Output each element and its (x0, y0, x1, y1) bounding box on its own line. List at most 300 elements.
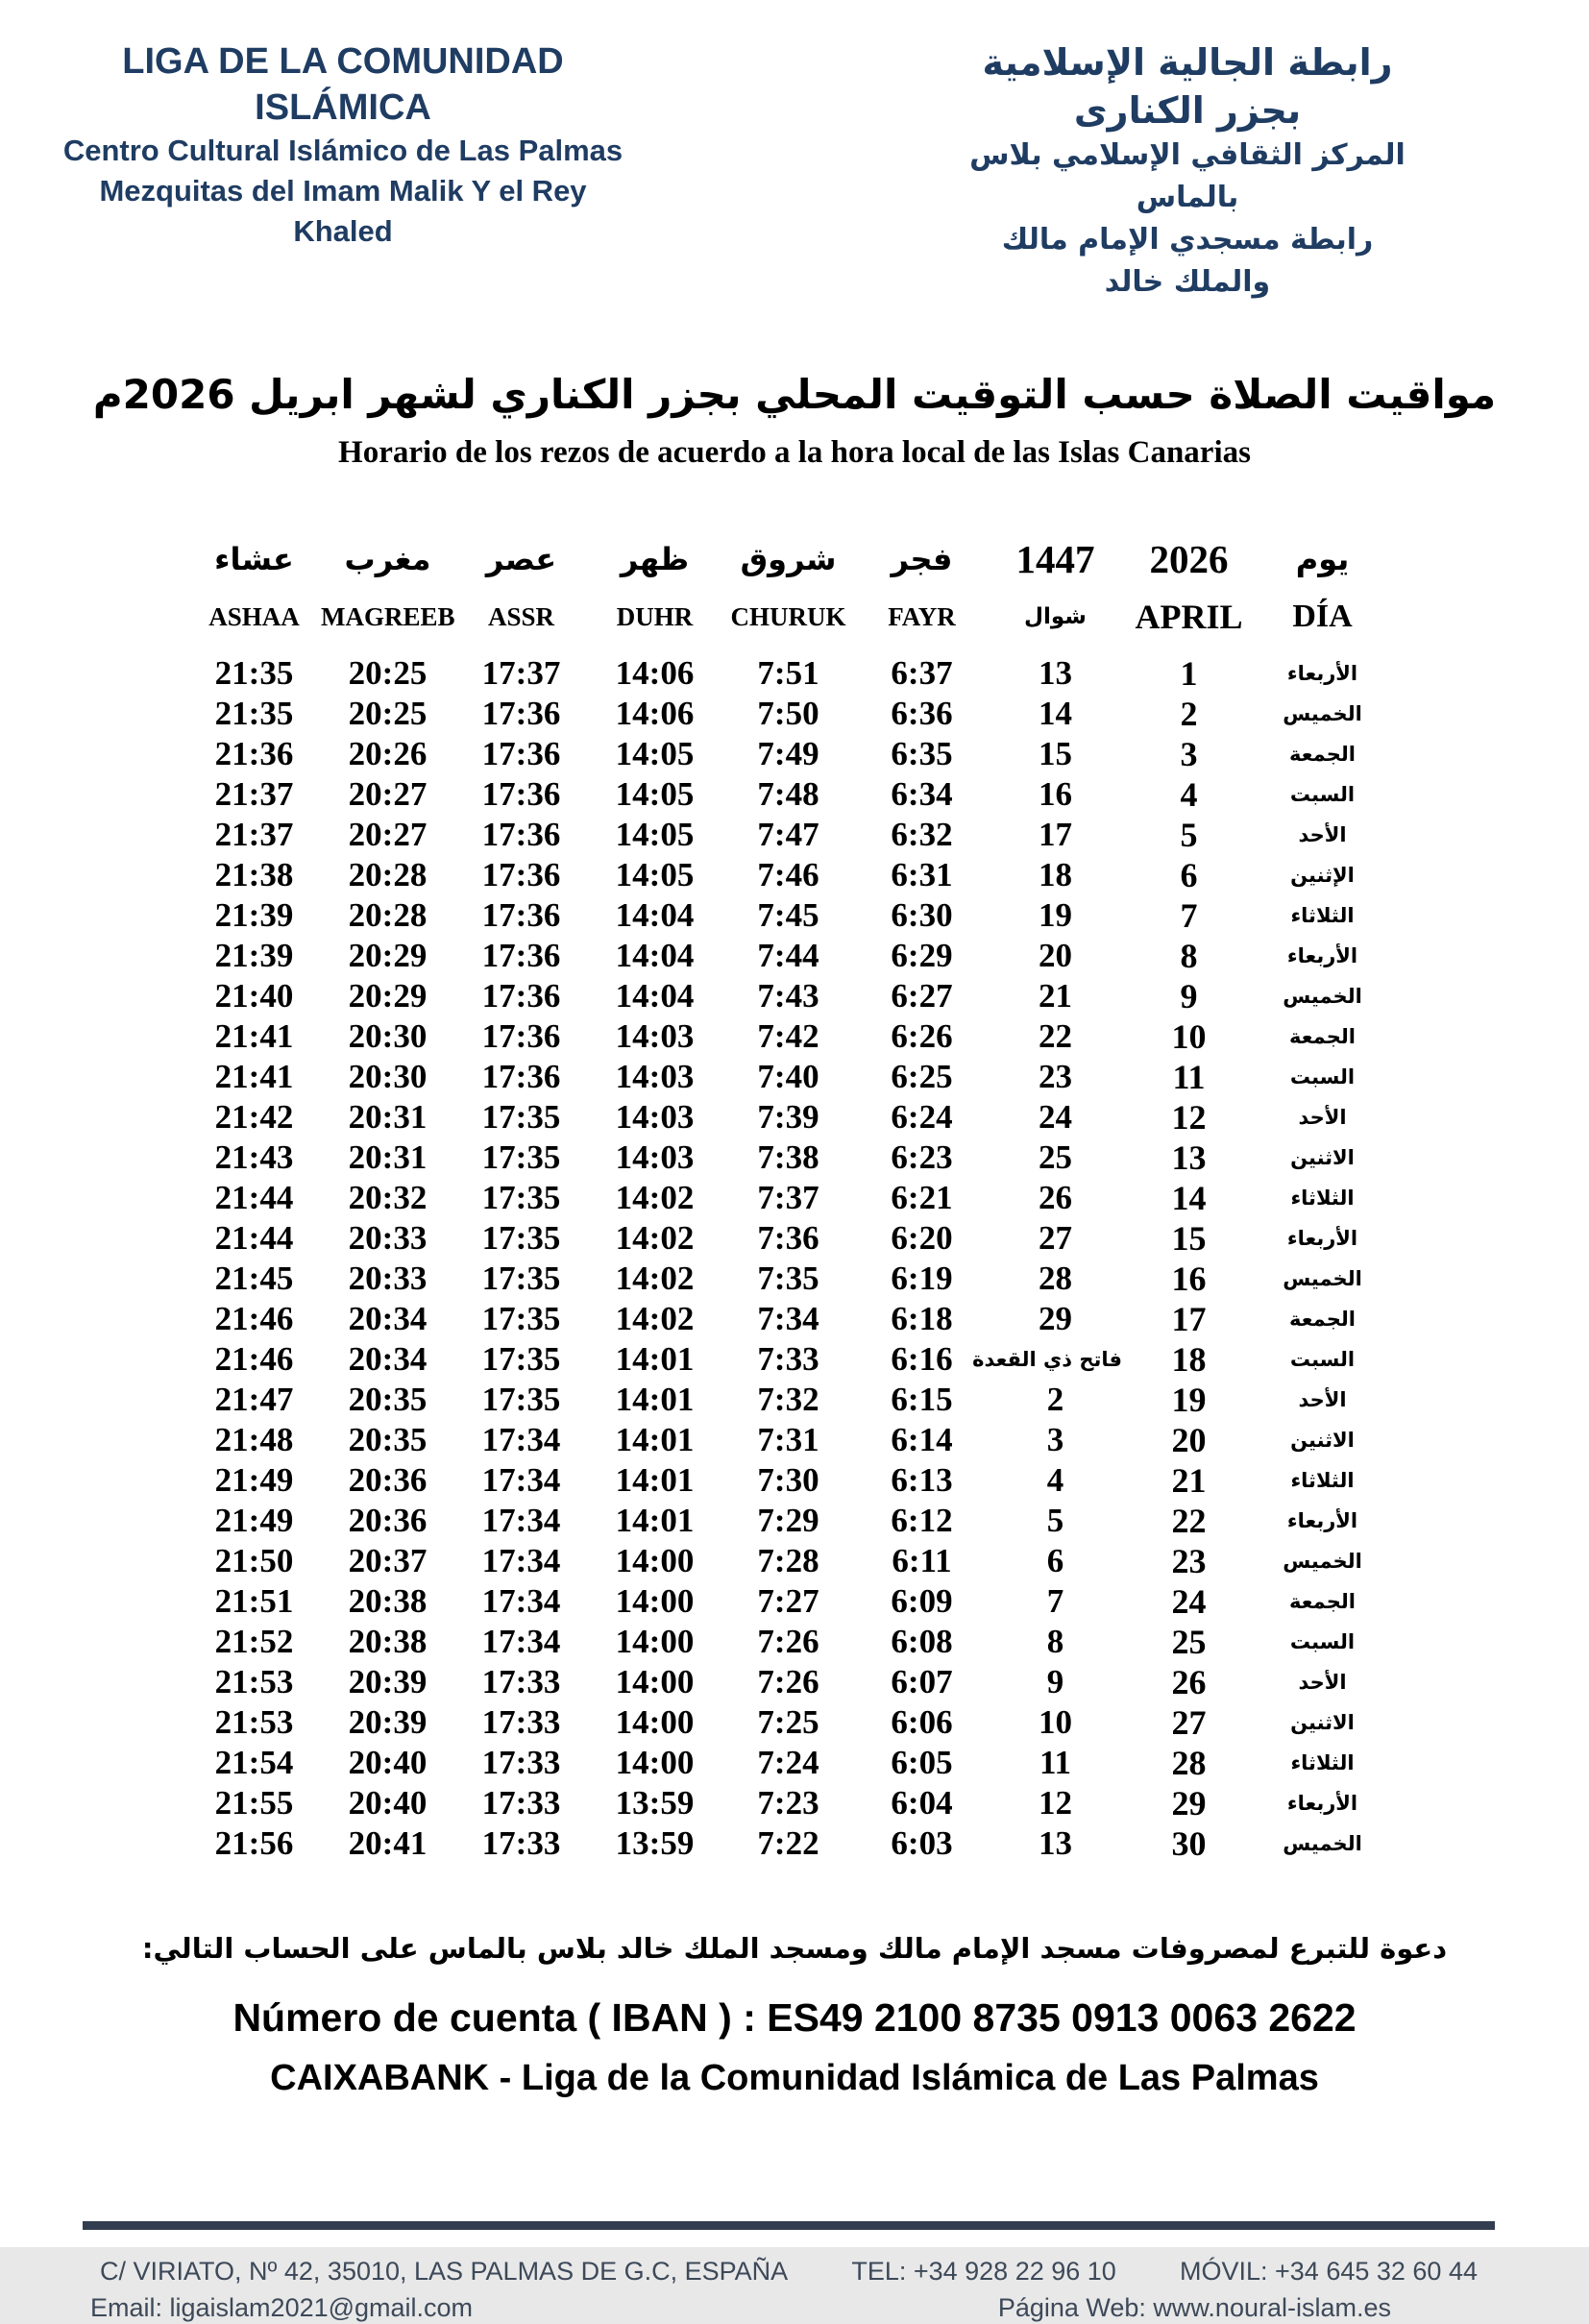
time-fayr-cell: 6:20 (891, 1219, 953, 1257)
weekday-cell: الأربعاء (1286, 1792, 1358, 1815)
weekday-cell: الاثنين (1290, 1146, 1355, 1169)
weekday-cell: الأحد (1298, 1388, 1347, 1411)
time-churuk-cell: 7:44 (757, 937, 819, 974)
weekday-cell: السبت (1289, 1348, 1356, 1371)
time-assr-cell: 17:34 (481, 1582, 561, 1620)
time-churuk-cell: 7:42 (757, 1017, 819, 1055)
time-duhr-cell: 14:01 (615, 1502, 695, 1539)
gregorian-day-cell: 20 (1171, 1421, 1207, 1459)
gregorian-day-cell: 17 (1171, 1300, 1207, 1338)
hijri-day-cell: فاتح ذي القعدة (972, 1348, 1122, 1371)
time-assr-cell: 17:35 (481, 1138, 561, 1176)
time-churuk-cell: 7:26 (757, 1623, 819, 1660)
table-row (187, 1097, 1389, 1138)
table-row (187, 1460, 1389, 1501)
hijri-day-cell: 26 (1039, 1179, 1072, 1216)
gregorian-day-cell: 3 (1180, 735, 1198, 773)
time-magreeb-cell: 20:38 (348, 1582, 428, 1620)
hijri-day-cell: 5 (1046, 1502, 1064, 1539)
time-churuk-cell: 7:34 (757, 1300, 819, 1337)
time-magreeb-cell: 20:34 (348, 1340, 428, 1378)
page-title-spanish: Horario de los rezos de acuerdo a la hora local de las Islas Canarias (338, 435, 1251, 470)
weekday-cell: الجمعة (1289, 1308, 1356, 1331)
time-churuk-cell: 7:48 (757, 775, 819, 813)
time-duhr-cell: 14:03 (615, 1098, 695, 1136)
time-assr-cell: 17:35 (481, 1300, 561, 1337)
time-churuk-cell: 7:23 (757, 1784, 819, 1822)
table-row (187, 976, 1389, 1016)
time-magreeb-cell: 20:34 (348, 1300, 428, 1337)
footer-email: Email: ligaislam2021@gmail.com (90, 2293, 474, 2322)
gregorian-day-cell: 16 (1171, 1260, 1207, 1298)
time-fayr-cell: 6:06 (891, 1703, 953, 1741)
col-fayr-arabic: فجر (891, 541, 953, 577)
weekday-cell: الأحد (1298, 823, 1347, 846)
time-fayr-cell: 6:08 (891, 1623, 953, 1660)
time-fayr-cell: 6:37 (891, 654, 953, 692)
time-fayr-cell: 6:16 (891, 1340, 953, 1378)
gregorian-day-cell: 19 (1171, 1381, 1207, 1419)
time-duhr-cell: 14:00 (615, 1542, 695, 1579)
gregorian-day-cell: 8 (1180, 937, 1198, 975)
time-churuk-cell: 7:47 (757, 816, 819, 853)
col-ashaa-latin: ASHAA (208, 602, 300, 631)
time-assr-cell: 17:34 (481, 1421, 561, 1458)
time-assr-cell: 17:35 (481, 1340, 561, 1378)
table-row (187, 1541, 1389, 1581)
table-row (187, 1622, 1389, 1662)
hijri-day-cell: 16 (1039, 775, 1072, 813)
time-magreeb-cell: 20:32 (348, 1179, 428, 1216)
time-assr-cell: 17:34 (481, 1623, 561, 1660)
time-churuk-cell: 7:31 (757, 1421, 819, 1458)
table-row (187, 936, 1389, 976)
time-churuk-cell: 7:50 (757, 695, 819, 732)
time-ashaa-cell: 21:49 (214, 1461, 294, 1499)
time-assr-cell: 17:36 (481, 856, 561, 893)
time-magreeb-cell: 20:25 (348, 695, 428, 732)
table-row (187, 774, 1389, 815)
time-magreeb-cell: 20:35 (348, 1381, 428, 1418)
time-assr-cell: 17:34 (481, 1461, 561, 1499)
org-name-arabic: رابطة الجالية الإسلامية بجزر الكنارى (982, 41, 1393, 132)
col-magreeb-latin: MAGREEB (321, 602, 455, 631)
col-duhr-arabic: ظهر (620, 541, 690, 577)
table-row (187, 855, 1389, 895)
table-row (187, 1823, 1389, 1864)
time-ashaa-cell: 21:35 (214, 695, 294, 732)
time-churuk-cell: 7:22 (757, 1824, 819, 1862)
time-magreeb-cell: 20:39 (348, 1703, 428, 1741)
time-churuk-cell: 7:28 (757, 1542, 819, 1579)
time-assr-cell: 17:35 (481, 1219, 561, 1257)
hijri-year-label: 1447 (1015, 537, 1095, 581)
time-magreeb-cell: 20:28 (348, 856, 428, 893)
table-row (187, 1420, 1389, 1460)
time-duhr-cell: 14:00 (615, 1703, 695, 1741)
hijri-day-cell: 20 (1039, 937, 1072, 974)
time-fayr-cell: 6:26 (891, 1017, 953, 1055)
gregorian-day-cell: 10 (1171, 1017, 1207, 1056)
time-ashaa-cell: 21:41 (214, 1017, 294, 1055)
hijri-day-cell: 19 (1039, 896, 1072, 934)
time-duhr-cell: 14:06 (615, 695, 695, 732)
time-magreeb-cell: 20:29 (348, 977, 428, 1015)
time-duhr-cell: 14:00 (615, 1623, 695, 1660)
hijri-day-cell: 14 (1039, 695, 1072, 732)
time-churuk-cell: 7:37 (757, 1179, 819, 1216)
time-duhr-cell: 14:06 (615, 654, 695, 692)
gregorian-year-label: 2026 (1149, 537, 1229, 581)
time-ashaa-cell: 21:44 (214, 1179, 294, 1216)
gregorian-day-cell: 27 (1171, 1703, 1207, 1742)
time-ashaa-cell: 21:48 (214, 1421, 294, 1458)
table-row (187, 1783, 1389, 1823)
time-duhr-cell: 14:04 (615, 896, 695, 934)
table-row (187, 694, 1389, 734)
time-assr-cell: 17:36 (481, 695, 561, 732)
time-magreeb-cell: 20:37 (348, 1542, 428, 1579)
gregorian-day-cell: 22 (1171, 1502, 1207, 1540)
time-assr-cell: 17:35 (481, 1098, 561, 1136)
gregorian-day-cell: 6 (1180, 856, 1198, 894)
donation-note-arabic: دعوة للتبرع لمصروفات مسجد الإمام مالك ومسجد الملك خالد بلاس بالماس على الحساب التالي: (141, 1932, 1448, 1965)
time-ashaa-cell: 21:53 (214, 1703, 294, 1741)
gregorian-day-cell: 18 (1171, 1340, 1207, 1379)
time-duhr-cell: 14:02 (615, 1300, 695, 1337)
table-row (187, 1380, 1389, 1420)
time-ashaa-cell: 21:54 (214, 1744, 294, 1781)
col-churuk-arabic: شروق (740, 541, 837, 577)
time-fayr-cell: 6:18 (891, 1300, 953, 1337)
time-assr-cell: 17:36 (481, 977, 561, 1015)
time-magreeb-cell: 20:40 (348, 1784, 428, 1822)
org-mosques-arabic: رابطة مسجدي الإمام مالك والملك خالد (1001, 223, 1374, 299)
time-fayr-cell: 6:07 (891, 1663, 953, 1700)
col-day-latin: DÍA (1292, 599, 1353, 634)
time-churuk-cell: 7:43 (757, 977, 819, 1015)
table-row (187, 895, 1389, 936)
time-fayr-cell: 6:25 (891, 1058, 953, 1095)
time-magreeb-cell: 20:26 (348, 735, 428, 772)
time-fayr-cell: 6:05 (891, 1744, 953, 1781)
time-churuk-cell: 7:30 (757, 1461, 819, 1499)
time-assr-cell: 17:33 (481, 1744, 561, 1781)
gregorian-day-cell: 13 (1171, 1138, 1207, 1177)
time-churuk-cell: 7:35 (757, 1260, 819, 1297)
footer-movil: MÓVIL: +34 645 32 60 44 (1180, 2257, 1478, 2286)
hijri-day-cell: 2 (1046, 1381, 1064, 1418)
time-duhr-cell: 14:04 (615, 977, 695, 1015)
time-duhr-cell: 14:03 (615, 1058, 695, 1095)
gregorian-day-cell: 26 (1171, 1663, 1207, 1701)
gregorian-day-cell: 5 (1180, 816, 1198, 854)
hijri-day-cell: 7 (1046, 1582, 1064, 1620)
time-magreeb-cell: 20:41 (348, 1824, 428, 1862)
table-row (187, 1138, 1389, 1178)
page-title-arabic: مواقيت الصلاة حسب التوقيت المحلي بجزر الكناري لشهر ابريل 2026م (92, 371, 1497, 418)
time-churuk-cell: 7:24 (757, 1744, 819, 1781)
time-assr-cell: 17:36 (481, 735, 561, 772)
hijri-day-cell: 17 (1039, 816, 1072, 853)
col-assr-latin: ASSR (487, 602, 555, 631)
time-fayr-cell: 6:12 (891, 1502, 953, 1539)
time-ashaa-cell: 21:39 (214, 896, 294, 934)
gregorian-day-cell: 30 (1171, 1824, 1207, 1863)
table-row (187, 1218, 1389, 1259)
footer-divider-bar (83, 2221, 1495, 2230)
col-churuk-latin: CHURUK (730, 602, 846, 631)
gregorian-day-cell: 11 (1172, 1058, 1206, 1096)
footer-tel: TEL: +34 928 22 96 10 (851, 2257, 1116, 2286)
gregorian-month-label: APRIL (1135, 598, 1243, 636)
time-ashaa-cell: 21:53 (214, 1663, 294, 1700)
gregorian-day-cell: 7 (1180, 896, 1198, 935)
table-header-arabic-row (187, 528, 1389, 590)
time-fayr-cell: 6:14 (891, 1421, 953, 1458)
weekday-cell: السبت (1289, 1630, 1356, 1653)
time-duhr-cell: 14:02 (615, 1219, 695, 1257)
time-duhr-cell: 14:01 (615, 1381, 695, 1418)
gregorian-day-cell: 23 (1171, 1542, 1207, 1580)
time-assr-cell: 17:33 (481, 1824, 561, 1862)
footer-row-2 (90, 2291, 1391, 2324)
time-magreeb-cell: 20:31 (348, 1138, 428, 1176)
table-row (187, 1702, 1389, 1743)
time-ashaa-cell: 21:46 (214, 1340, 294, 1378)
table-row (187, 1299, 1389, 1339)
time-magreeb-cell: 20:28 (348, 896, 428, 934)
org-mosques-spanish: Mezquitas del Imam Malik Y el Rey Khaled (99, 174, 587, 248)
hijri-month-label: شوال (1024, 604, 1087, 629)
iban-account-line: Número de cuenta ( IBAN ) : ES49 2100 8735 0913 0063 2622 (232, 1995, 1357, 2040)
gregorian-day-cell: 1 (1180, 654, 1198, 693)
time-ashaa-cell: 21:52 (214, 1623, 294, 1660)
time-fayr-cell: 6:03 (891, 1824, 953, 1862)
org-name-spanish: LIGA DE LA COMUNIDAD ISLÁMICA (122, 41, 564, 128)
weekday-cell: الجمعة (1289, 1590, 1356, 1613)
hijri-day-cell: 4 (1046, 1461, 1064, 1499)
time-duhr-cell: 14:05 (615, 775, 695, 813)
hijri-day-cell: 10 (1039, 1703, 1072, 1741)
prayer-table-body (187, 653, 1389, 1864)
time-assr-cell: 17:36 (481, 816, 561, 853)
time-duhr-cell: 14:00 (615, 1663, 695, 1700)
time-fayr-cell: 6:04 (891, 1784, 953, 1822)
table-row (187, 734, 1389, 774)
weekday-cell: الأحد (1298, 1106, 1347, 1129)
time-assr-cell: 17:33 (481, 1663, 561, 1700)
time-fayr-cell: 6:13 (891, 1461, 953, 1499)
time-churuk-cell: 7:27 (757, 1582, 819, 1620)
hijri-day-cell: 18 (1039, 856, 1072, 893)
time-fayr-cell: 6:27 (891, 977, 953, 1015)
time-churuk-cell: 7:46 (757, 856, 819, 893)
time-churuk-cell: 7:40 (757, 1058, 819, 1095)
time-magreeb-cell: 20:40 (348, 1744, 428, 1781)
hijri-day-cell: 6 (1046, 1542, 1064, 1579)
col-magreeb-arabic: مغرب (344, 541, 431, 577)
gregorian-day-cell: 2 (1180, 695, 1198, 733)
table-row (187, 1339, 1389, 1380)
time-ashaa-cell: 21:38 (214, 856, 294, 893)
weekday-cell: الثلاثاء (1290, 1469, 1355, 1492)
time-ashaa-cell: 21:35 (214, 654, 294, 692)
time-duhr-cell: 14:03 (615, 1138, 695, 1176)
time-churuk-cell: 7:36 (757, 1219, 819, 1257)
time-ashaa-cell: 21:47 (214, 1381, 294, 1418)
time-magreeb-cell: 20:27 (348, 816, 428, 853)
time-magreeb-cell: 20:25 (348, 654, 428, 692)
org-name-spanish-block (60, 38, 626, 304)
time-fayr-cell: 6:19 (891, 1260, 953, 1297)
weekday-cell: الخميس (1283, 702, 1362, 725)
time-duhr-cell: 14:00 (615, 1582, 695, 1620)
time-duhr-cell: 14:02 (615, 1179, 695, 1216)
time-ashaa-cell: 21:42 (214, 1098, 294, 1136)
footer-address: C/ VIRIATO, Nº 42, 35010, LAS PALMAS DE G.C, ESPAÑA (100, 2257, 789, 2286)
table-row (187, 1743, 1389, 1783)
gregorian-day-cell: 28 (1171, 1744, 1207, 1782)
time-magreeb-cell: 20:35 (348, 1421, 428, 1458)
table-row (187, 815, 1389, 855)
weekday-cell: الخميس (1283, 1267, 1362, 1290)
time-assr-cell: 17:36 (481, 896, 561, 934)
gregorian-day-cell: 14 (1171, 1179, 1207, 1217)
time-assr-cell: 17:35 (481, 1260, 561, 1297)
gregorian-day-cell: 12 (1171, 1098, 1207, 1137)
time-fayr-cell: 6:11 (892, 1542, 952, 1579)
time-ashaa-cell: 21:41 (214, 1058, 294, 1095)
time-duhr-cell: 14:01 (615, 1340, 695, 1378)
hijri-day-cell: 24 (1039, 1098, 1072, 1136)
time-churuk-cell: 7:38 (757, 1138, 819, 1176)
col-fayr-latin: FAYR (888, 602, 956, 631)
time-assr-cell: 17:34 (481, 1542, 561, 1579)
weekday-cell: الأربعاء (1286, 944, 1358, 967)
time-ashaa-cell: 21:36 (214, 735, 294, 772)
hijri-day-cell: 27 (1039, 1219, 1072, 1257)
time-duhr-cell: 13:59 (615, 1824, 695, 1862)
time-duhr-cell: 14:03 (615, 1017, 695, 1055)
weekday-cell: الخميس (1283, 985, 1362, 1008)
time-ashaa-cell: 21:37 (214, 816, 294, 853)
time-magreeb-cell: 20:30 (348, 1017, 428, 1055)
time-ashaa-cell: 21:55 (214, 1784, 294, 1822)
table-row (187, 1581, 1389, 1622)
time-duhr-cell: 13:59 (615, 1784, 695, 1822)
time-ashaa-cell: 21:40 (214, 977, 294, 1015)
org-name-arabic-block (957, 38, 1418, 304)
time-assr-cell: 17:33 (481, 1703, 561, 1741)
time-magreeb-cell: 20:36 (348, 1502, 428, 1539)
time-assr-cell: 17:36 (481, 775, 561, 813)
time-magreeb-cell: 20:38 (348, 1623, 428, 1660)
time-magreeb-cell: 20:33 (348, 1260, 428, 1297)
time-ashaa-cell: 21:51 (214, 1582, 294, 1620)
document-header (0, 0, 1589, 304)
time-churuk-cell: 7:33 (757, 1340, 819, 1378)
hijri-day-cell: 11 (1039, 1744, 1072, 1781)
time-fayr-cell: 6:30 (891, 896, 953, 934)
hijri-day-cell: 3 (1046, 1421, 1064, 1458)
prayer-times-table (187, 528, 1389, 1864)
hijri-day-cell: 29 (1039, 1300, 1072, 1337)
time-fayr-cell: 6:15 (891, 1381, 953, 1418)
weekday-cell: الجمعة (1289, 743, 1356, 766)
time-fayr-cell: 6:09 (891, 1582, 953, 1620)
weekday-cell: الخميس (1283, 1550, 1362, 1573)
time-magreeb-cell: 20:27 (348, 775, 428, 813)
col-duhr-latin: DUHR (616, 602, 694, 631)
hijri-day-cell: 13 (1039, 654, 1072, 692)
weekday-cell: السبت (1289, 1065, 1356, 1089)
org-center-spanish: Centro Cultural Islámico de Las Palmas (62, 134, 623, 167)
time-fayr-cell: 6:29 (891, 937, 953, 974)
time-assr-cell: 17:35 (481, 1381, 561, 1418)
weekday-cell: الثلاثاء (1290, 1186, 1355, 1210)
weekday-cell: الاثنين (1290, 1429, 1355, 1452)
time-magreeb-cell: 20:33 (348, 1219, 428, 1257)
gregorian-day-cell: 4 (1180, 775, 1198, 814)
hijri-day-cell: 28 (1039, 1260, 1072, 1297)
weekday-cell: الإثنين (1290, 864, 1355, 887)
time-ashaa-cell: 21:49 (214, 1502, 294, 1539)
time-fayr-cell: 6:32 (891, 816, 953, 853)
hijri-day-cell: 12 (1039, 1784, 1072, 1822)
time-assr-cell: 17:37 (481, 654, 561, 692)
gregorian-day-cell: 24 (1171, 1582, 1207, 1621)
time-assr-cell: 17:33 (481, 1784, 561, 1822)
time-fayr-cell: 6:21 (891, 1179, 953, 1216)
time-churuk-cell: 7:51 (757, 654, 819, 692)
col-ashaa-arabic: عشاء (214, 541, 294, 577)
table-row (187, 653, 1389, 694)
hijri-day-cell: 8 (1046, 1623, 1064, 1660)
time-assr-cell: 17:36 (481, 1058, 561, 1095)
time-duhr-cell: 14:01 (615, 1421, 695, 1458)
weekday-cell: السبت (1289, 783, 1356, 806)
gregorian-day-cell: 25 (1171, 1623, 1207, 1661)
time-fayr-cell: 6:24 (891, 1098, 953, 1136)
time-churuk-cell: 7:25 (757, 1703, 819, 1741)
time-magreeb-cell: 20:36 (348, 1461, 428, 1499)
hijri-day-cell: 22 (1039, 1017, 1072, 1055)
hijri-day-cell: 13 (1039, 1824, 1072, 1862)
weekday-cell: الثلاثاء (1290, 904, 1355, 927)
table-header-latin-row (187, 590, 1389, 644)
time-duhr-cell: 14:01 (615, 1461, 695, 1499)
time-churuk-cell: 7:49 (757, 735, 819, 772)
table-row (187, 1178, 1389, 1218)
weekday-cell: الأربعاء (1286, 1509, 1358, 1532)
time-ashaa-cell: 21:50 (214, 1542, 294, 1579)
table-row (187, 1662, 1389, 1702)
time-duhr-cell: 14:05 (615, 856, 695, 893)
table-row (187, 1016, 1389, 1057)
time-fayr-cell: 6:23 (891, 1138, 953, 1176)
weekday-cell: الأربعاء (1286, 662, 1358, 685)
time-duhr-cell: 14:04 (615, 937, 695, 974)
time-ashaa-cell: 21:46 (214, 1300, 294, 1337)
weekday-cell: الجمعة (1289, 1025, 1356, 1048)
hijri-day-cell: 15 (1039, 735, 1072, 772)
time-ashaa-cell: 21:44 (214, 1219, 294, 1257)
bank-name-line: CAIXABANK - Liga de la Comunidad Islámica de Las Palmas (270, 2058, 1319, 2098)
time-assr-cell: 17:36 (481, 937, 561, 974)
time-magreeb-cell: 20:31 (348, 1098, 428, 1136)
time-assr-cell: 17:35 (481, 1179, 561, 1216)
